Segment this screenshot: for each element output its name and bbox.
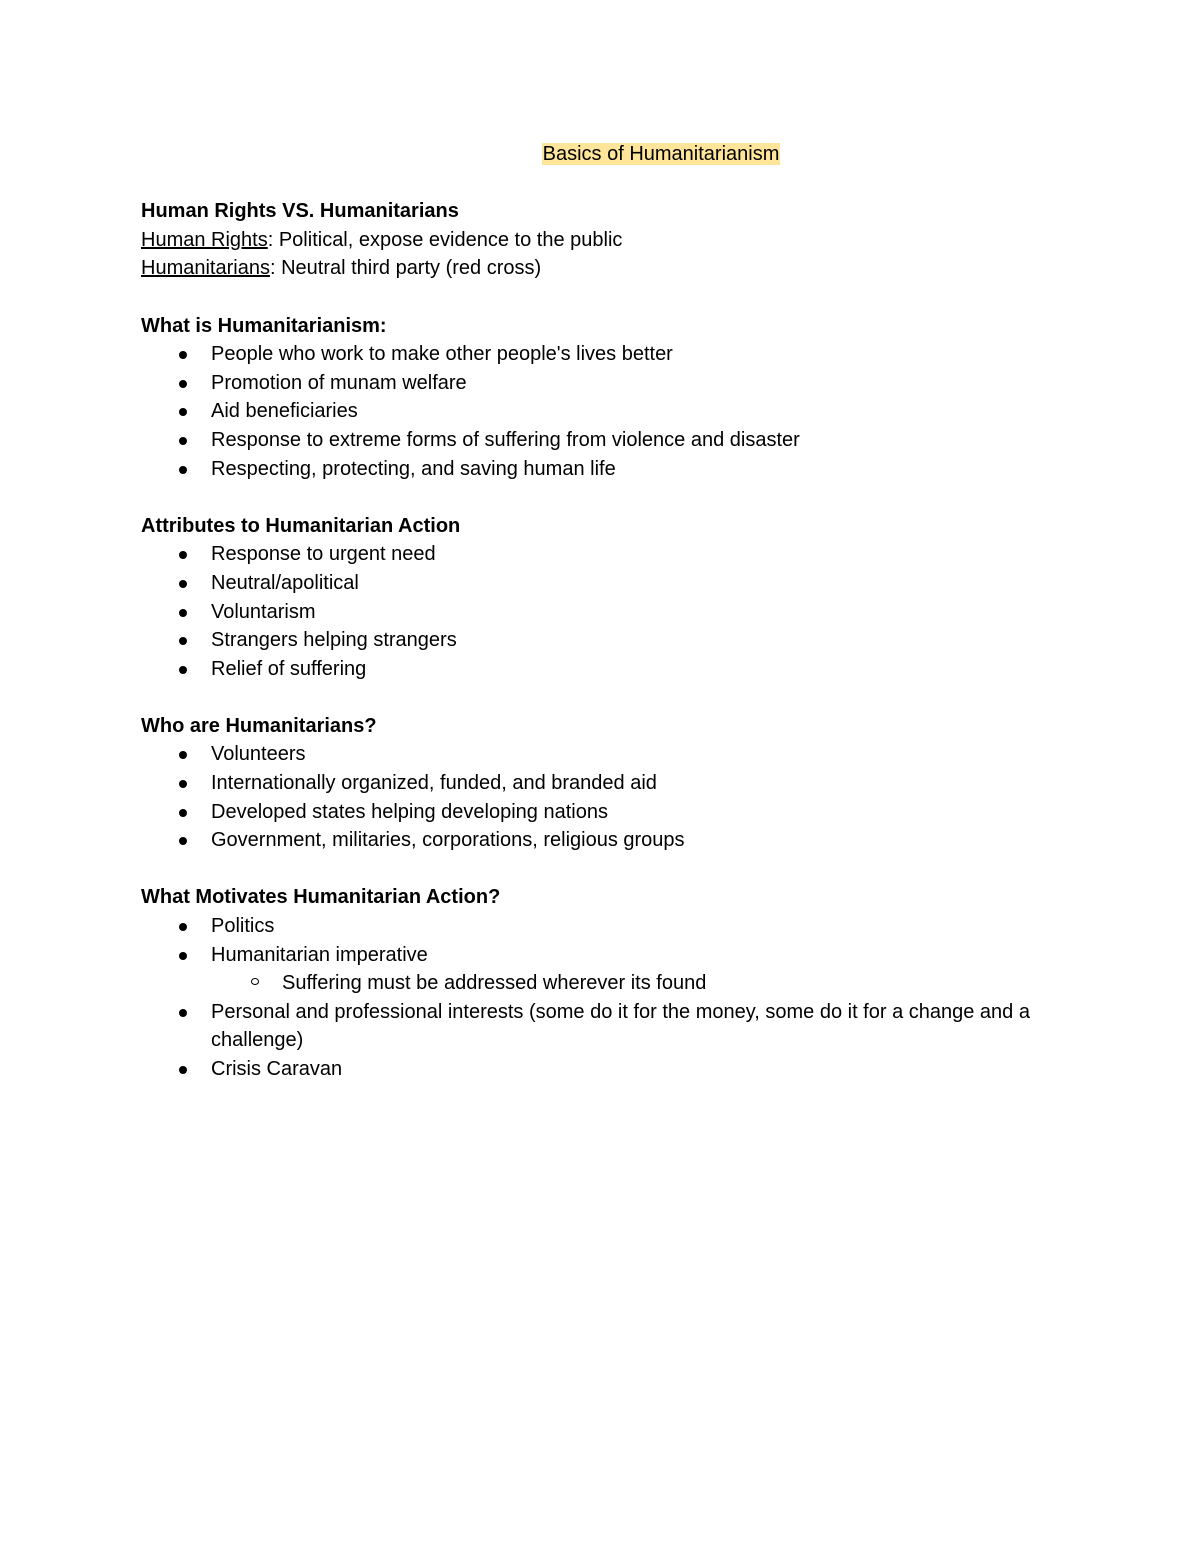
term-separator: : xyxy=(267,228,274,251)
list-item xyxy=(141,798,1061,827)
bullet-dot-icon xyxy=(179,551,187,559)
definition-humanitarians xyxy=(141,254,1061,283)
list-item xyxy=(141,998,1061,1055)
hollow-bullet-icon xyxy=(251,978,259,985)
list-item xyxy=(141,397,1061,426)
term-separator: : xyxy=(269,257,276,280)
bullet-dot-icon xyxy=(179,923,187,931)
section-heading-attributes: Attributes to Humanitarian Action xyxy=(141,514,461,537)
list-item-text: Response to urgent need xyxy=(211,543,436,566)
list-item-text: People who work to make other people's lives better xyxy=(211,343,673,366)
bullet-dot-icon xyxy=(179,466,187,474)
list-item xyxy=(141,941,1061,998)
list-item-text: Neutral/apolitical xyxy=(211,571,359,594)
list-item-text: Promotion of munam welfare xyxy=(211,371,467,394)
list-item xyxy=(141,912,1061,941)
list-item-text: Response to extreme forms of suffering from violence and disaster xyxy=(211,428,800,451)
term-human-rights: Human Rights xyxy=(141,228,268,251)
list-item-text: Personal and professional interests (some do it for the money, some do it for a change and a challenge) xyxy=(211,1000,1030,1052)
title-row xyxy=(141,140,1061,169)
bullet-list xyxy=(141,340,1061,483)
bullet-dot-icon xyxy=(179,809,187,817)
bullet-list xyxy=(141,912,1061,1084)
bullet-dot-icon xyxy=(179,780,187,788)
bullet-dot-icon xyxy=(179,952,187,960)
bullet-dot-icon xyxy=(179,437,187,445)
list-item xyxy=(141,740,1061,769)
list-item xyxy=(141,1055,1061,1084)
bullet-dot-icon xyxy=(179,609,187,617)
bullet-dot-icon xyxy=(179,637,187,645)
section-heading-who-are-humanitarians: Who are Humanitarians? xyxy=(141,714,377,737)
list-item-text: Government, militaries, corporations, religious groups xyxy=(211,829,685,852)
list-item-text: Crisis Caravan xyxy=(211,1058,343,1080)
document-title: Basics of Humanitarianism xyxy=(542,143,780,165)
term-humanitarians: Humanitarians xyxy=(141,257,270,280)
bullet-dot-icon xyxy=(179,666,187,674)
list-item xyxy=(141,626,1061,655)
sub-bullet-list xyxy=(211,969,1061,998)
list-item xyxy=(141,455,1061,484)
definition-human-rights xyxy=(141,226,1061,255)
list-item xyxy=(141,540,1061,569)
section-heading-what-is-humanitarianism: What is Humanitarianism: xyxy=(141,314,387,337)
list-item xyxy=(141,340,1061,369)
list-item-text: Volunteers xyxy=(211,743,306,766)
list-item-text: Strangers helping strangers xyxy=(211,629,457,652)
bullet-dot-icon xyxy=(179,380,187,388)
list-item-text: Internationally organized, funded, and branded aid xyxy=(211,772,657,795)
list-item-text: Politics xyxy=(211,915,275,938)
list-item-text: Developed states helping developing nations xyxy=(211,800,608,823)
bullet-dot-icon xyxy=(179,408,187,416)
document-page xyxy=(141,140,1061,1084)
list-item-text: Humanitarian imperative xyxy=(211,943,428,966)
list-item-text: Voluntarism xyxy=(211,600,316,623)
bullet-list xyxy=(141,540,1061,683)
bullet-dot-icon xyxy=(179,1066,187,1074)
section-heading-what-motivates: What Motivates Humanitarian Action? xyxy=(141,886,501,909)
bullet-dot-icon xyxy=(179,1009,187,1017)
list-item xyxy=(141,598,1061,627)
bullet-dot-icon xyxy=(179,751,187,759)
bullet-dot-icon xyxy=(179,837,187,845)
list-item xyxy=(141,569,1061,598)
bullet-list xyxy=(141,740,1061,854)
sub-list-item xyxy=(211,969,1061,998)
list-item-text: Respecting, protecting, and saving human life xyxy=(211,457,616,480)
list-item-text: Relief of suffering xyxy=(211,657,367,680)
definition-text: Political, expose evidence to the public xyxy=(273,228,623,251)
list-item xyxy=(141,826,1061,855)
definition-text: Neutral third party (red cross) xyxy=(275,257,542,280)
bullet-dot-icon xyxy=(179,580,187,588)
sub-list-item-text: Suffering must be addressed wherever its found xyxy=(282,972,707,995)
section-heading-human-rights-vs-humanitarians: Human Rights VS. Humanitarians xyxy=(141,200,459,223)
list-item xyxy=(141,769,1061,798)
list-item-text: Aid beneficiaries xyxy=(211,400,358,423)
bullet-dot-icon xyxy=(179,351,187,359)
list-item xyxy=(141,426,1061,455)
list-item xyxy=(141,655,1061,684)
list-item xyxy=(141,369,1061,398)
